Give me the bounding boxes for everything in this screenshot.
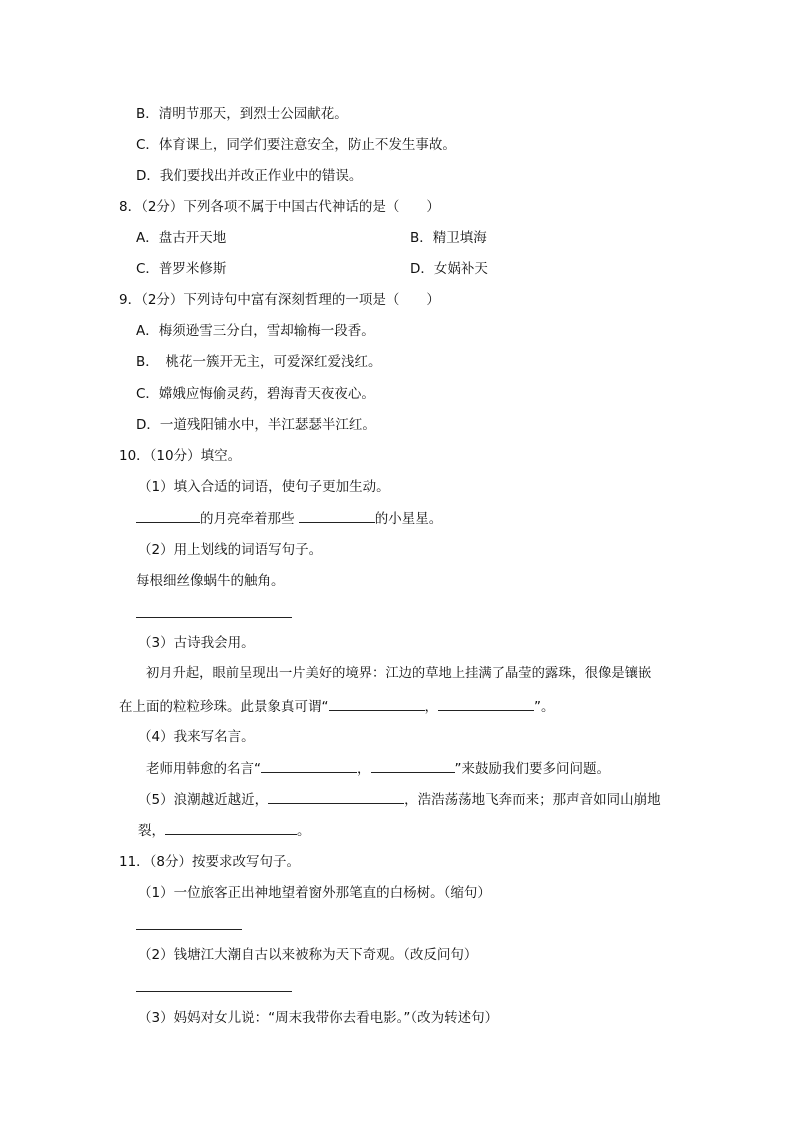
q8-option-d: D．女娲补天 <box>410 261 488 277</box>
q9-option-d: D．一道残阳铺水中，半江瑟瑟半江红。 <box>136 417 376 433</box>
q10-part1-sentence <box>136 508 442 529</box>
q10-part3-line1: 初月升起，眼前呈现出一片美好的境界：江边的草地上挂满了晶莹的露珠，很像是镶嵌 <box>146 666 652 681</box>
q10-part2-text: 每根细丝像蜗牛的触角。 <box>136 573 285 589</box>
q10-part3-line2-text: 在上面的粒粒珍珠。此景象真可谓“ <box>119 699 329 715</box>
q11-part3: （3）妈妈对女儿说：“周末我带你去看电影。”（改为转述句） <box>138 1010 499 1026</box>
q8-option-c: C．普罗米修斯 <box>136 261 227 277</box>
answer-line[interactable] <box>136 991 292 992</box>
q10-part5-text-c: 裂， <box>138 823 165 839</box>
answer-blank[interactable] <box>329 696 425 711</box>
q11-part2: （2）钱塘江大潮自古以来被称为天下奇观。（改反问句） <box>138 947 478 963</box>
q10-part5-text-b: ，浩浩荡荡地飞奔而来；那声音如同山崩地 <box>404 792 661 808</box>
q10-part3-line2 <box>119 696 555 717</box>
q8-option-b: B．精卫填海 <box>410 230 487 246</box>
answer-blank[interactable] <box>268 789 404 804</box>
answer-blank[interactable] <box>299 508 375 523</box>
closing-quote: ”。 <box>534 699 555 715</box>
q10-part4-text-b: ”来鼓励我们要多问问题。 <box>454 761 610 777</box>
q10-part5-text-a: （5）浪潮越近越近， <box>138 792 269 808</box>
answer-line[interactable] <box>136 929 242 930</box>
q8-option-a: A．盘古开天地 <box>136 230 227 246</box>
q10-part1-seg1: 的月亮牵着那些 <box>200 511 295 527</box>
q7-option-b: B．清明节那天，到烈士公园献花。 <box>136 106 348 122</box>
q10-part4-text-a: 老师用韩愈的名言“ <box>146 761 261 777</box>
q7-option-c: C．体育课上，同学们要注意安全，防止不发生事故。 <box>136 137 456 153</box>
q9-option-a: A．梅须逊雪三分白，雪却输梅一段香。 <box>136 323 375 339</box>
q9-option-c: C．嫦娥应悔偷灵药，碧海青天夜夜心。 <box>136 386 375 402</box>
q10-part5-line2 <box>138 820 311 841</box>
answer-blank[interactable] <box>438 696 534 711</box>
q9-option-b: B． 桃花一簇开无主，可爱深红爱浅红。 <box>136 354 382 370</box>
q10-stem: 10．（10分）填空。 <box>119 448 242 464</box>
q10-part1-seg2: 的小星星。 <box>374 511 443 527</box>
answer-blank[interactable] <box>371 758 455 773</box>
q10-part4-label: （4）我来写名言。 <box>138 729 255 745</box>
answer-line[interactable] <box>136 617 292 618</box>
q8-stem: 8．（2分）下列各项不属于中国古代神话的是（ ） <box>119 199 440 215</box>
answer-blank[interactable] <box>261 758 357 773</box>
q10-part4-sentence <box>146 758 610 779</box>
q11-part1: （1）一位旅客正出神地望着窗外那笔直的白杨树。（缩句） <box>138 885 491 901</box>
q10-part3-label: （3）古诗我会用。 <box>138 635 255 651</box>
answer-blank[interactable] <box>136 508 200 523</box>
q10-part1-label: （1）填入合适的词语，使句子更加生动。 <box>138 479 390 495</box>
answer-blank[interactable] <box>165 820 297 835</box>
q10-part2-label: （2）用上划线的词语写句子。 <box>138 542 323 558</box>
q7-option-d: D．我们要找出并改正作业中的错误。 <box>136 168 363 184</box>
period: 。 <box>297 823 311 839</box>
comma: ， <box>424 699 438 715</box>
q11-stem: 11．（8分）按要求改写句子。 <box>119 854 301 870</box>
comma: ， <box>357 761 371 777</box>
q9-stem: 9．（2分）下列诗句中富有深刻哲理的一项是（ ） <box>119 292 440 308</box>
q10-part5-line1 <box>138 789 661 810</box>
